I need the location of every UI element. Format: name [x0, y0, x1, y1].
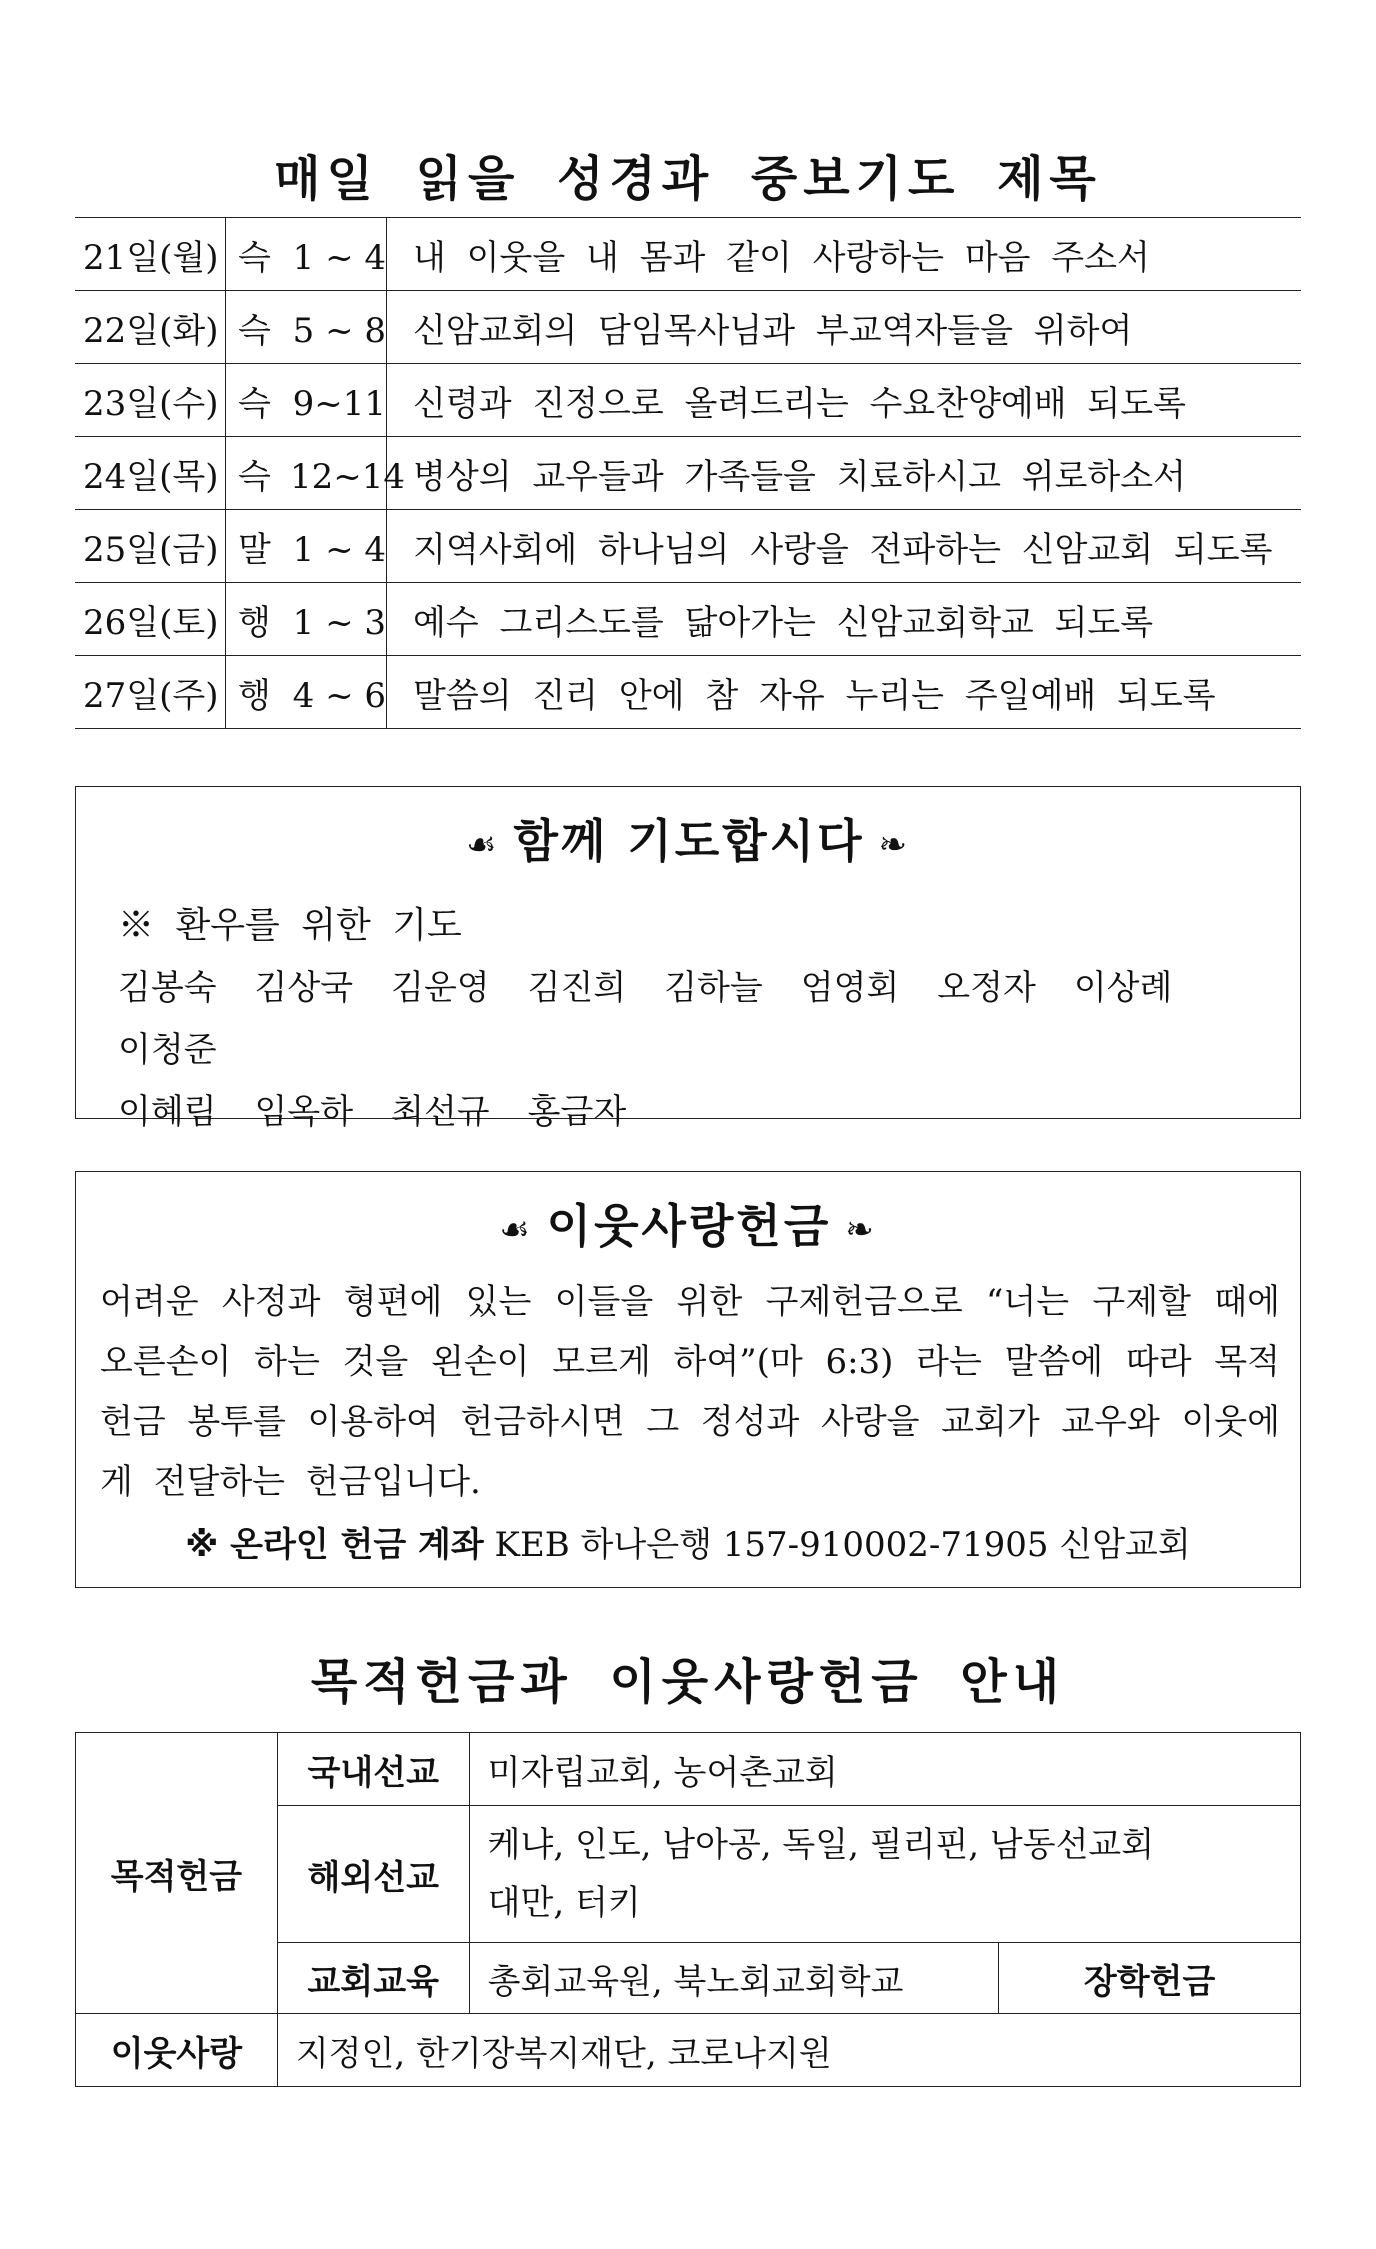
- prayer-topic: 신암교회의 담임목사님과 부교역자들을 위하여: [387, 291, 1302, 364]
- reading-row: [75, 656, 1301, 729]
- prayer-title: 함께 기도합시다: [513, 814, 865, 868]
- overseas-mission-label: 해외선교: [277, 1806, 469, 1943]
- offering-guide-table: [75, 1732, 1301, 2087]
- patient-name: 오정자: [937, 968, 1036, 1008]
- reading-chapters: 1 ~ 4: [292, 529, 386, 570]
- reading-table: [75, 217, 1301, 729]
- patient-name: 이혜림: [118, 1092, 217, 1132]
- reading-day: 26일(토): [75, 583, 226, 656]
- prayer-topic: 내 이웃을 내 몸과 같이 사랑하는 마음 주소서: [387, 218, 1302, 291]
- reading-row: [75, 218, 1301, 291]
- patient-name: 이청준: [118, 1030, 217, 1070]
- reading-reference: [226, 437, 406, 510]
- patient-name: 김상국: [254, 968, 354, 1008]
- neighbor-love-value: 지정인, 한기장복지재단, 코로나지원: [277, 2014, 1300, 2087]
- reading-chapters: 5 ~ 8: [292, 310, 386, 351]
- patient-name: 이상례: [1073, 968, 1173, 1008]
- reading-reference: [226, 291, 387, 364]
- church-education-label: 교회교육: [277, 1943, 469, 2014]
- prayer-topic: 병상의 교우들과 가족들을 치료하시고 위로하소서: [387, 437, 1302, 510]
- prayer-topic: 예수 그리스도를 닮아가는 신암교회학교 되도록: [387, 583, 1302, 656]
- patient-name: 김봉숙: [118, 968, 217, 1008]
- reading-chapters: 1 ~ 3: [292, 602, 386, 643]
- domestic-mission-value: 미자립교회, 농어촌교회: [469, 1733, 1300, 1806]
- overseas-mission-value: [469, 1806, 1300, 1943]
- scholarship-label: 장학헌금: [999, 1943, 1301, 2014]
- purpose-offering-label: 목적헌금: [76, 1733, 278, 2014]
- reading-reference: [226, 364, 387, 437]
- ornament-left-icon: ☙: [465, 824, 500, 865]
- reading-day: 24일(목): [75, 437, 226, 510]
- reading-reference: [226, 218, 387, 291]
- church-education-value: 총회교육원, 북노회교회학교: [469, 1943, 999, 2014]
- patient-name: 최선규: [391, 1092, 490, 1132]
- reading-row: [75, 291, 1301, 364]
- reading-title: 매일 읽을 성경과 중보기도 제목: [274, 151, 1102, 207]
- prayer-box: [75, 786, 1301, 1132]
- reading-day: 25일(금): [75, 510, 226, 583]
- reading-row: [75, 510, 1301, 583]
- overseas-line-1: 케냐, 인도, 남아공, 독일, 필리핀, 남동선교회: [487, 1825, 1155, 1865]
- online-account: [76, 1517, 1300, 1566]
- prayer-topic: 말씀의 진리 안에 참 자유 누리는 주일예배 되도록: [387, 656, 1302, 729]
- reading-day: 23일(수): [75, 364, 226, 437]
- reading-row: [75, 364, 1301, 437]
- patient-name: 김진희: [527, 968, 627, 1008]
- reading-day: 22일(화): [75, 291, 226, 364]
- prayer-topic: 지역사회에 하나님의 사랑을 전파하는 신암교회 되도록: [387, 510, 1302, 583]
- reading-reference: [226, 656, 387, 729]
- reading-day: 27일(주): [75, 656, 226, 729]
- patient-name: 임옥하: [254, 1092, 354, 1132]
- reading-chapters: 12~14: [290, 456, 406, 497]
- ornament-left-icon: ☙: [499, 1209, 533, 1250]
- patient-name: 엄영회: [800, 968, 900, 1008]
- account-label: ※ 온라인 헌금 계좌: [185, 1525, 484, 1565]
- neighbor-offering-title: 이웃사랑헌금: [546, 1199, 832, 1253]
- neighbor-offering-text: 어려운 사정과 형편에 있는 이들을 위한 구제헌금으로 “너는 구제할 때에 오른손이 하는 것을 왼손이 모르게 하여”(마 6:3) 라는 말씀에 따라 목적헌금 봉투를 이용하여 헌금하시면 그 정성과 사랑을 교회가 교우와 이웃에게 전달하는 헌금입니다.: [100, 1282, 1280, 1502]
- neighbor-love-label: 이웃사랑: [76, 2014, 278, 2087]
- reading-row: [75, 583, 1301, 656]
- reading-chapters: 9~11: [292, 383, 386, 424]
- patient-name: 김하늘: [664, 968, 763, 1008]
- reading-chapters: 4 ~ 6: [292, 675, 386, 716]
- reading-book: 슥: [238, 237, 271, 278]
- prayer-subtitle: ※ 환우를 위한 기도: [118, 905, 462, 946]
- ornament-right-icon: ❧: [845, 1209, 877, 1250]
- reading-chapters: 1 ~ 4: [292, 237, 386, 278]
- prayer-heading: [76, 805, 1300, 871]
- reading-book: 슥: [238, 383, 271, 424]
- offering-guide-title: 목적헌금과 이웃사랑헌금 안내: [310, 1654, 1066, 1710]
- domestic-mission-label: 국내선교: [277, 1733, 469, 1806]
- neighbor-offering-box: [75, 1171, 1301, 1588]
- reading-book: 행: [238, 675, 271, 716]
- reading-book: 슥: [238, 310, 271, 351]
- neighbor-offering-heading: [76, 1190, 1300, 1256]
- reading-row: [75, 437, 1301, 510]
- reading-reference: [226, 583, 387, 656]
- prayer-topic: 신령과 진정으로 올려드리는 수요찬양예배 되도록: [387, 364, 1302, 437]
- reading-book: 슥: [238, 456, 271, 497]
- reading-book: 말: [238, 529, 271, 570]
- overseas-line-2: 대만, 터키: [487, 1883, 641, 1923]
- reading-reference: [226, 510, 387, 583]
- reading-book: 행: [238, 602, 271, 643]
- ornament-right-icon: ❧: [878, 824, 911, 865]
- account-info: KEB 하나은행 157-910002-71905 신암교회: [494, 1525, 1191, 1565]
- reading-day: 21일(월): [75, 218, 226, 291]
- patient-name: 홍금자: [527, 1092, 627, 1132]
- patient-name: 김운영: [391, 968, 490, 1008]
- patient-names: [118, 957, 1278, 1143]
